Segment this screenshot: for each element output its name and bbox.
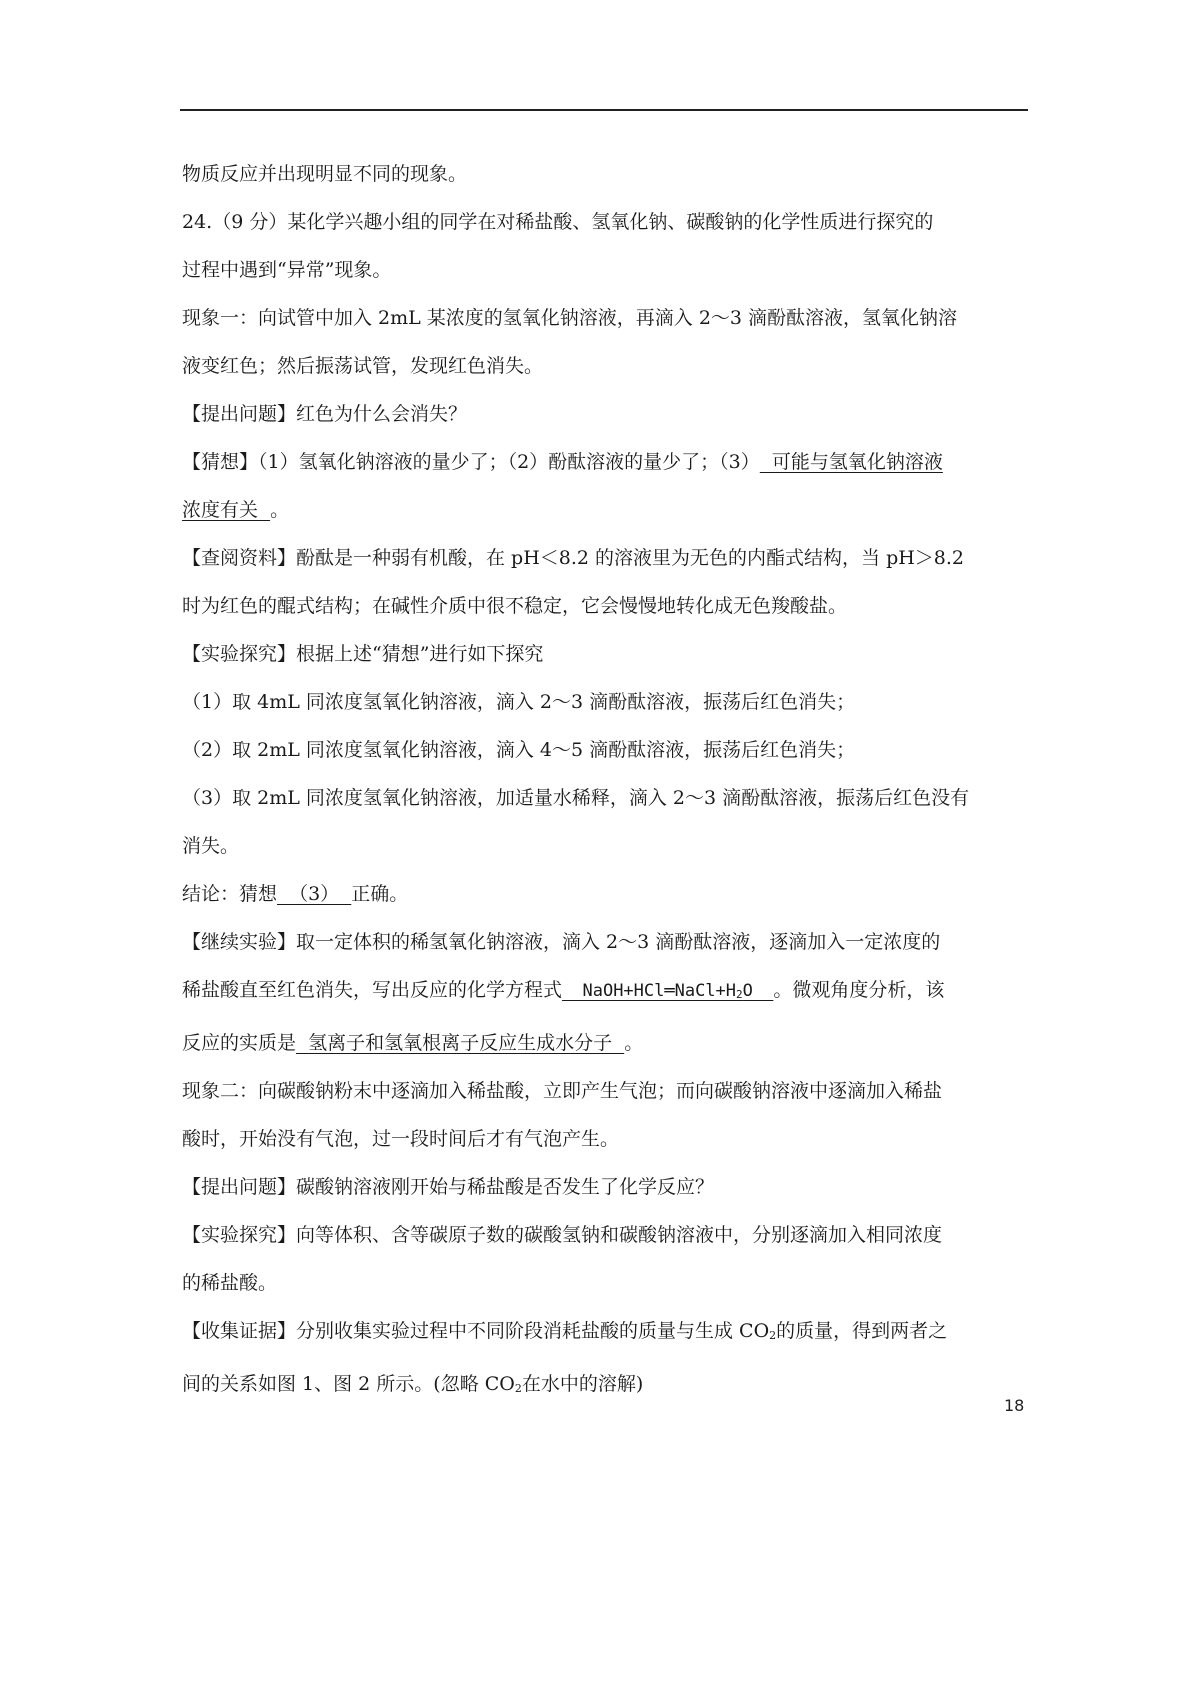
line-text: 稀盐酸直至红色消失，写出反应的化学方程式 <box>182 979 563 1001</box>
line-text: 【查阅资料】酚酞是一种弱有机酸，在 pH＜8.2 的溶液里为无色的内酯式结构，当 pH＞8.2 <box>182 547 965 569</box>
text-line <box>182 966 1027 1019</box>
line-text: 正确。 <box>351 883 409 905</box>
line-text: 现象二：向碳酸钠粉末中逐滴加入稀盐酸，立即产生气泡；而向碳酸钠溶液中逐滴加入稀盐 <box>182 1080 943 1102</box>
equation-text: NaOH+HCl═NaCl+H <box>562 981 737 1001</box>
answer-blank: 氢离子和氢氧根离子反应生成水分子 <box>296 1032 625 1054</box>
equation-answer <box>562 981 773 1001</box>
text-line <box>182 582 1027 630</box>
line-text: 在水中的溶解) <box>521 1373 644 1395</box>
line-text: 。 <box>270 499 290 521</box>
line-text: 的稀盐酸。 <box>182 1272 278 1294</box>
header-rule <box>180 109 1028 111</box>
conclusion <box>182 870 1027 918</box>
line-text: 过程中遇到“异常”现象。 <box>182 259 392 281</box>
line-text: 时为红色的醌式结构；在碱性介质中很不稳定，它会慢慢地转化成无色羧酸盐。 <box>182 595 848 617</box>
equation-text: O <box>742 981 774 1001</box>
text-line <box>182 1259 1027 1307</box>
line-text: 【实验探究】向等体积、含等碳原子数的碳酸氢钠和碳酸钠溶液中，分别逐滴加入相同浓度 <box>182 1224 943 1246</box>
line-text: （2）取 2mL 同浓度氢氧化钠溶液，滴入 4～5 滴酚酞溶液，振荡后红色消失； <box>182 739 856 761</box>
subscript: 2 <box>769 1329 777 1342</box>
line-text: 【猜想】（1）氢氧化钠溶液的量少了；（2）酚酞溶液的量少了；（3） <box>182 451 760 473</box>
text-line <box>182 150 1027 198</box>
answer-blank: 可能与氢氧化钠溶液 <box>759 451 943 473</box>
document-body <box>182 150 1027 1413</box>
text-line <box>182 1115 1027 1163</box>
line-text: 物质反应并出现明显不同的现象。 <box>182 163 468 185</box>
answer-blank: （3） <box>277 883 352 905</box>
line-text: 的质量，得到两者之 <box>776 1320 948 1342</box>
line-text: （1）取 4mL 同浓度氢氧化钠溶液，滴入 2～3 滴酚酞溶液，振荡后红色消失； <box>182 691 856 713</box>
line-text: 结论：猜想 <box>182 883 278 905</box>
line-text: 酸时，开始没有气泡，过一段时间后才有气泡产生。 <box>182 1128 620 1150</box>
raise-question <box>182 390 1027 438</box>
text-line <box>182 246 1027 294</box>
collect-evidence <box>182 1307 1027 1360</box>
page-number: 18 <box>1004 1396 1025 1415</box>
line-text: 【实验探究】根据上述“猜想”进行如下探究 <box>182 643 544 665</box>
line-text: 液变红色；然后振荡试管，发现红色消失。 <box>182 355 544 377</box>
text-line <box>182 1019 1027 1067</box>
experiment-step <box>182 726 1027 774</box>
text-line <box>182 822 1027 870</box>
line-text: 24.（9 分）某化学兴趣小组的同学在对稀盐酸、氢氧化钠、碳酸钠的化学性质进行探究的 <box>182 211 934 233</box>
text-line <box>182 1360 1027 1413</box>
hypothesis <box>182 438 1027 486</box>
text-line <box>182 342 1027 390</box>
text-line <box>182 486 1027 534</box>
experiment-step <box>182 678 1027 726</box>
line-text: 间的关系如图 1、图 2 所示。(忽略 CO <box>182 1373 515 1395</box>
question-24-heading <box>182 198 1027 246</box>
line-text: （3）取 2mL 同浓度氢氧化钠溶液，加适量水稀释，滴入 2～3 滴酚酞溶液，振荡后红色没有 <box>182 787 970 809</box>
line-text: 【收集证据】分别收集实验过程中不同阶段消耗盐酸的质量与生成 CO <box>182 1320 770 1342</box>
experiment-inquiry <box>182 1211 1027 1259</box>
experiment-step <box>182 774 1027 822</box>
experiment-inquiry <box>182 630 1027 678</box>
line-text: 消失。 <box>182 835 240 857</box>
answer-blank: 浓度有关 <box>182 499 271 521</box>
subscript: 2 <box>736 988 743 1001</box>
phenomenon-one <box>182 294 1027 342</box>
continued-experiment <box>182 918 1027 966</box>
line-text: 反应的实质是 <box>182 1032 297 1054</box>
line-text: 【提出问题】红色为什么会消失？ <box>182 403 468 425</box>
reference-info <box>182 534 1027 582</box>
phenomenon-two <box>182 1067 1027 1115</box>
line-text: 。 <box>624 1032 644 1054</box>
line-text: 【提出问题】碳酸钠溶液刚开始与稀盐酸是否发生了化学反应？ <box>182 1176 715 1198</box>
line-text: 。微观角度分析，该 <box>773 979 945 1001</box>
raise-question <box>182 1163 1027 1211</box>
line-text: 现象一：向试管中加入 2mL 某浓度的氢氧化钠溶液，再滴入 2～3 滴酚酞溶液，氢氧化钠溶 <box>182 307 958 329</box>
subscript: 2 <box>514 1382 522 1395</box>
line-text: 【继续实验】取一定体积的稀氢氧化钠溶液，滴入 2～3 滴酚酞溶液，逐滴加入一定浓度的 <box>182 931 941 953</box>
